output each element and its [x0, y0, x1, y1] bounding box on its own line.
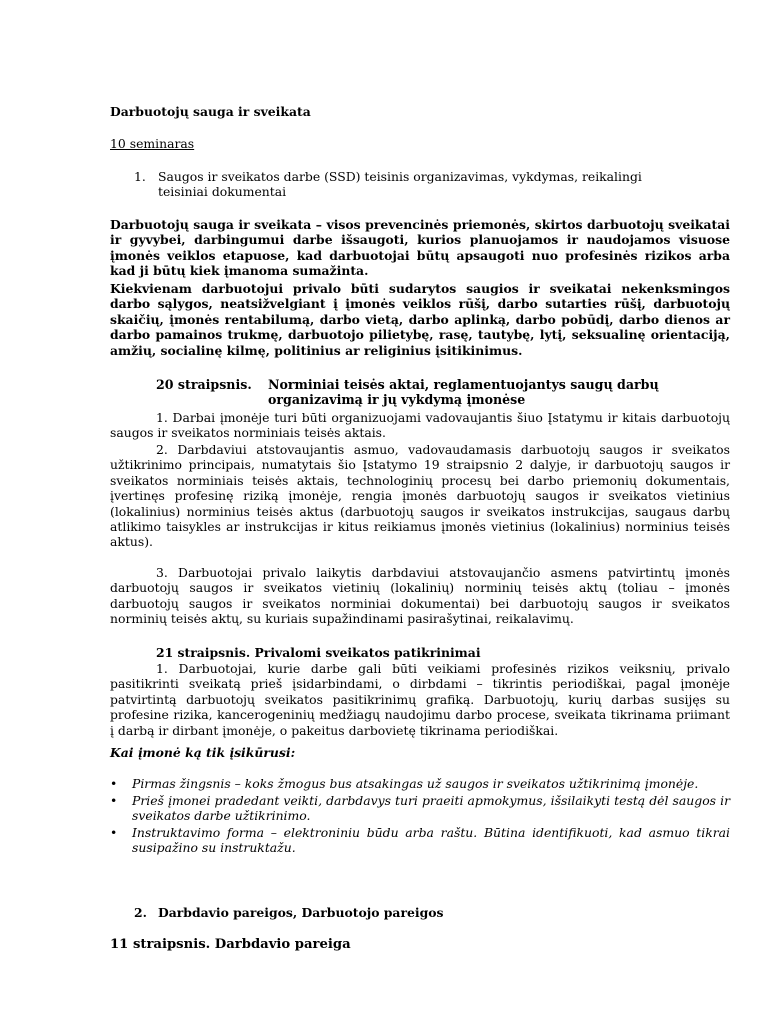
bullet-icon: •	[110, 793, 118, 808]
section-2-text: Darbdavio pareigos, Darbuotojo pareigos	[158, 905, 444, 920]
doc-title: Darbuotojų sauga ir sveikata	[110, 104, 311, 119]
section-1-number: 1.	[134, 169, 146, 184]
article-20-paragraph-3: 3. Darbuotojai privalo laikytis darbdaviui atstovaujančio asmens patvirtintų įmonės darbuotojų saugos ir sveikatos vietinių (lokalinių) norminių teisės aktų (toliau – įmonės darbuotojų saugos ir sveikatos norminiai dokumentai) bei darbuotojų saugos ir sveikatos norminių teisės aktų, su kuriais supažindinami pasirašytinai, reikalavimų.	[110, 565, 730, 627]
conditions-paragraph: Kiekvienam darbuotojui privalo būti sudarytos saugios ir sveikatai nekenksmingos darbo sąlygos, neatsižvelgiant į įmonės veiklos rūšį, darbo sutarties rūšį, darbuotojų skaičių, įmonės rentabilumą, darbo vietą, darbo aplinką, darbo pobūdį, darbo dienos ar darbo pamainos trukmę, darbuotojo pilietybę, rasę, tautybę, lytį, seksualinę orientaciją, amžių, socialinę kilmę, politinius ar religinius įsitikinimus.	[110, 281, 730, 358]
new-company-heading: Kai įmonė ką tik įsikūrusi:	[110, 745, 296, 760]
definition-paragraph: Darbuotojų sauga ir sveikata – visos prevencinės priemonės, skirtos darbuotojų sveikatai ir gyvybei, darbingumui darbe išsaugoti, kurios planuojamos ir naudojamos visuose įmonės veiklos etapuose, kad darbuotojai būtų apsaugoti nuo profesinės rizikos arba kad ji būtų kiek įmanoma sumažinta.	[110, 217, 730, 279]
article-20-paragraph-2: 2. Darbdaviui atstovaujantis asmuo, vadovaudamasis darbuotojų saugos ir sveikatos užtikrinimo principais, numatytais šio Įstatymo 19 straipsnio 2 dalyje, ir darbuotojų saugos ir sveikatos norminiais teisės aktais, technologinių procesų bei darbo priemonių dokumentais, įvertinęs profesinę riziką įmonėje, rengia įmonės darbuotojų saugos ir sveikatos vietinius (lokalinius) norminius teisės aktus (darbuotojų saugos ir sveikatos instrukcijas, saugaus darbų atlikimo taisykles ar instrukcijas ir kitus reikiamus įmonės vietinius (lokalinius) norminius teisės aktus).	[110, 442, 730, 550]
article-11-heading: 11 straipsnis. Darbdavio pareiga	[110, 937, 351, 952]
section-2-number: 2.	[134, 905, 147, 920]
bullet-item-3	[110, 825, 730, 856]
bullet-text-1: Pirmas žingsnis – koks žmogus bus atsakingas už saugos ir sveikatos užtikrinimą įmonėje.	[132, 776, 699, 791]
seminar-label: 10 seminaras	[110, 136, 195, 151]
bullet-text-3: Instruktavimo forma – elektroniniu būdu arba raštu. Būtina identifikuoti, kad asmuo tikrai susipažino su instruktažu.	[132, 825, 730, 856]
bullet-item-2	[110, 793, 730, 824]
article-20-title: Norminiai teisės aktai, reglamentuojantys saugų darbų organizavimą ir jų vykdymą įmonėse	[268, 377, 659, 408]
section-1-text: Saugos ir sveikatos darbe (SSD) teisinis organizavimas, vykdymas, reikalingi teisiniai dokumentai	[158, 169, 642, 200]
article-21-paragraph-1: 1. Darbuotojai, kurie darbe gali būti veikiami profesinės rizikos veiksnių, privalo pasitikrinti sveikatą prieš įsidarbindami, o dirbdami – tikrintis periodiškai, pagal įmonėje patvirtintą darbuotojų sveikatos pasitikrinimų grafiką. Darbuotojų, kurių darbas susijęs su profesine rizika, kancerogeninių medžiagų naudojimu darbo procese, sveikata tikrinama priimant į darbą ir dirbant įmonėje, o pakeitus darbovietę tikrinama periodiškai.	[110, 661, 730, 738]
article-20-paragraph-1: 1. Darbai įmonėje turi būti organizuojami vadovaujantis šiuo Įstatymu ir kitais darbuotojų saugos ir sveikatos norminiais teisės aktais.	[110, 410, 730, 441]
article-21-heading: 21 straipsnis. Privalomi sveikatos patikrinimai	[156, 645, 481, 660]
article-20-number: 20 straipsnis.	[156, 377, 252, 392]
bullet-item-1	[110, 776, 730, 791]
bullet-icon: •	[110, 776, 118, 791]
bullet-icon: •	[110, 825, 118, 840]
bullet-text-2: Prieš įmonei pradedant veikti, darbdavys turi praeiti apmokymus, išsilaikyti testą dėl saugos ir sveikatos darbe užtikrinimo.	[132, 793, 730, 824]
